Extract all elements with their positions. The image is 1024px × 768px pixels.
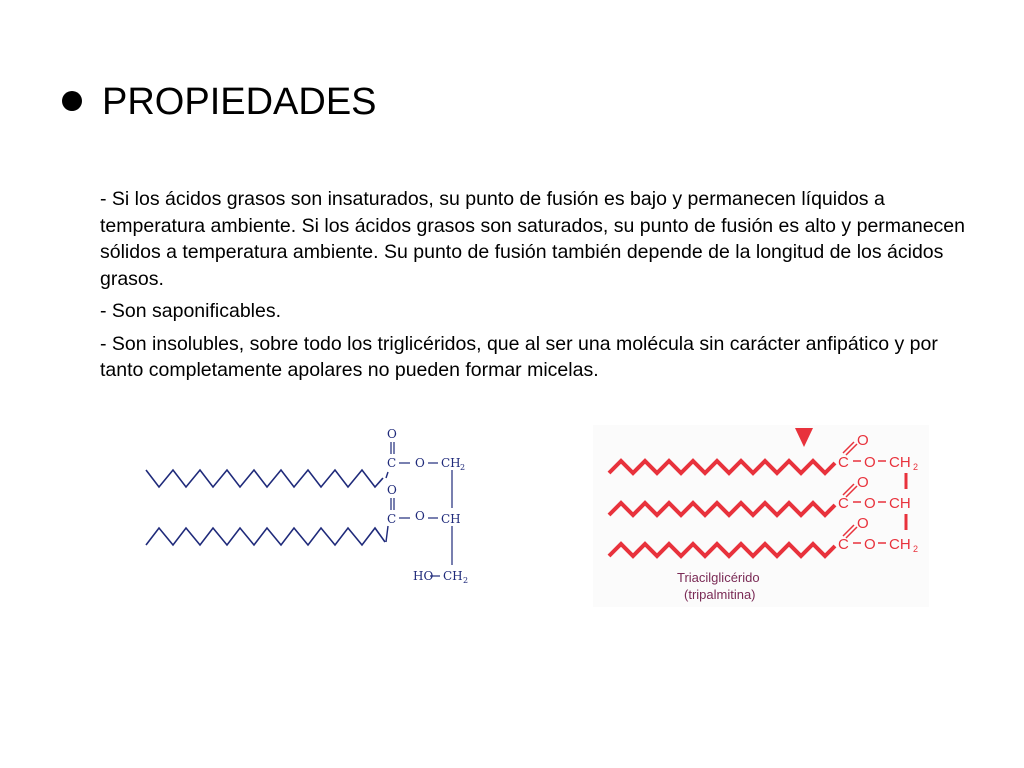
fatty-acid-chain-1	[146, 470, 383, 487]
diacylglycerol-diagram	[140, 420, 485, 595]
label-ester-oxygen-2: O	[864, 495, 876, 512]
pointer-triangle-icon	[795, 428, 813, 447]
fatty-acid-chain-2	[609, 503, 835, 515]
label-sub-2-bottom: 2	[463, 576, 469, 585]
label-sub-2-top: 2	[460, 463, 466, 472]
label-ch2-top: CH	[441, 456, 461, 470]
label-ester-oxygen-1: O	[864, 454, 876, 471]
caption-triacylglyceride: Triacilglicérido	[677, 570, 760, 585]
label-carbon-2: C	[387, 512, 397, 526]
paragraph-insoluble: - Son insolubles, sobre todo los triglicéridos, que al ser una molécula sin carácter anfipático y por tanto completamente apolares no pueden formar micelas.	[100, 332, 938, 381]
label-ester-oxygen-3: O	[864, 536, 876, 553]
label-carbonyl-oxygen-2: O	[857, 474, 869, 491]
body-text	[100, 186, 980, 390]
label-carbonyl-oxygen-1: O	[387, 427, 397, 441]
bullet-dot	[62, 91, 82, 111]
label-ester-oxygen-1: O	[415, 456, 425, 470]
fatty-acid-chain-1	[609, 461, 835, 473]
caption-tripalmitin: (tripalmitina)	[684, 587, 756, 602]
label-sub-1: 2	[913, 462, 919, 472]
label-carbonyl-oxygen-2: O	[387, 483, 397, 497]
triacylglyceride-diagram	[593, 425, 929, 607]
label-carbonyl-oxygen-1: O	[857, 432, 869, 449]
slide-heading: PROPIEDADES	[102, 81, 377, 123]
label-glycerol-3: CH	[889, 536, 911, 553]
label-carbon-1: C	[838, 454, 849, 471]
fatty-acid-chain-2	[146, 528, 385, 545]
label-ho: HO	[413, 569, 434, 583]
label-ch2-bottom: CH	[443, 569, 463, 583]
paragraph-melting-point: - Si los ácidos grasos son insaturados, su punto de fusión es bajo y permanecen líquidos a temperatura ambiente. Si los ácidos grasos son saturados, su punto de fusión es alto y permanecen sólidos a temperatura ambiente. Su punto de fusión también depende de la longitud de los ácidos grasos.	[100, 188, 965, 290]
label-ester-oxygen-2: O	[415, 509, 425, 523]
label-carbonyl-oxygen-3: O	[857, 515, 869, 532]
label-carbon-2: C	[838, 495, 849, 512]
fatty-acid-chain-3	[609, 544, 835, 556]
label-carbon-1: C	[387, 456, 397, 470]
label-glycerol-2: CH	[889, 495, 911, 512]
label-glycerol-1: CH	[889, 454, 911, 471]
paragraph-saponifiable: - Son saponificables.	[100, 300, 282, 322]
label-sub-3: 2	[913, 544, 919, 554]
label-ch: CH	[441, 512, 461, 526]
label-carbon-3: C	[838, 536, 849, 553]
